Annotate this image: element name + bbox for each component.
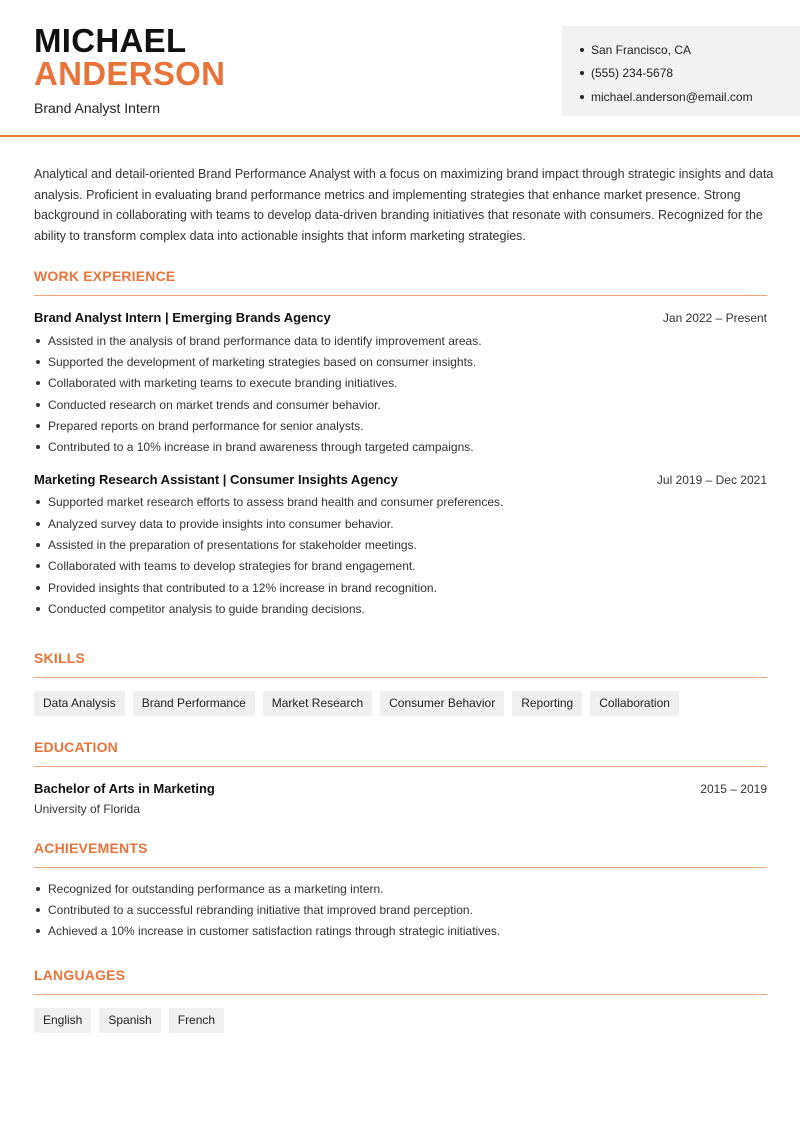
list-item — [34, 921, 767, 942]
education-entry — [34, 781, 767, 796]
list-item — [34, 878, 767, 899]
bullet-icon — [36, 403, 40, 407]
bullet-text: Collaborated with teams to develop strategies for brand engagement. — [48, 559, 416, 574]
section-divider — [34, 766, 767, 767]
list-item — [34, 577, 767, 598]
bullet-text: Assisted in the analysis of brand performance data to identify improvement areas. — [48, 333, 482, 348]
section-divider — [34, 677, 767, 678]
section-title-skills: SKILLS — [34, 650, 85, 666]
bullet-text: Contributed to a 10% increase in brand awareness through targeted campaigns. — [48, 440, 474, 455]
bullet-icon — [36, 339, 40, 343]
last-name: ANDERSON — [34, 55, 226, 92]
bullet-text: Prepared reports on brand performance for senior analysts. — [48, 418, 364, 433]
bullet-icon — [36, 500, 40, 504]
first-name: MICHAEL — [34, 22, 187, 59]
section-divider — [34, 994, 767, 995]
list-item — [34, 534, 767, 555]
language-chip: French — [169, 1008, 224, 1033]
job-bullets — [34, 330, 767, 458]
resume-header — [0, 0, 800, 137]
bullet-icon — [36, 929, 40, 933]
list-item — [34, 373, 767, 394]
bullet-text: Provided insights that contributed to a 12% increase in brand recognition. — [48, 580, 437, 595]
bullet-text: Achieved a 10% increase in customer satisfaction ratings through strategic initiatives. — [48, 924, 501, 939]
achievements-list — [34, 878, 767, 942]
bullet-text: Conducted research on market trends and consumer behavior. — [48, 397, 381, 412]
section-title-languages: LANGUAGES — [34, 967, 126, 983]
section-divider — [34, 295, 767, 296]
work-experience-section — [34, 268, 767, 620]
language-chip: English — [34, 1008, 91, 1033]
bullet-text: Recognized for outstanding performance as a marketing intern. — [48, 881, 384, 896]
list-item — [34, 436, 767, 457]
languages-section — [34, 967, 767, 1033]
skill-chip: Brand Performance — [133, 691, 255, 716]
job-role: Brand Analyst Intern — [34, 100, 161, 116]
degree-title: Bachelor of Arts in Marketing — [34, 781, 215, 796]
phone-text: (555) 234-5678 — [591, 66, 674, 81]
school-name: University of Florida — [34, 802, 141, 816]
list-item — [34, 415, 767, 436]
section-title-education: EDUCATION — [34, 739, 118, 755]
job-dates: Jul 2019 – Dec 2021 — [656, 472, 767, 487]
bullet-text: Supported the development of marketing strategies based on consumer insights. — [48, 354, 477, 369]
list-item — [34, 556, 767, 577]
skill-chip: Market Research — [263, 691, 372, 716]
languages-list — [34, 1008, 767, 1033]
job-dates: Jan 2022 – Present — [662, 311, 767, 325]
contact-email — [580, 85, 800, 109]
list-item — [34, 598, 767, 619]
list-item — [34, 899, 767, 920]
education-section — [34, 739, 767, 816]
skill-chip: Consumer Behavior — [380, 691, 504, 716]
bullet-icon — [36, 381, 40, 385]
bullet-icon — [36, 607, 40, 611]
job-entry — [34, 472, 767, 620]
job-bullets — [34, 492, 767, 620]
bullet-icon — [36, 424, 40, 428]
bullet-text: Contributed to a successful rebranding initiative that improved brand perception. — [48, 902, 473, 917]
bullet-text: Conducted competitor analysis to guide branding decisions. — [48, 601, 365, 616]
list-item — [34, 394, 767, 415]
bullet-icon — [36, 908, 40, 912]
job-title: Marketing Research Assistant | Consumer Insights Agency — [34, 471, 398, 487]
section-title-achievements: ACHIEVEMENTS — [34, 840, 148, 856]
section-title-work: WORK EXPERIENCE — [34, 268, 176, 284]
list-item — [34, 513, 767, 534]
bullet-icon — [580, 48, 584, 52]
list-item — [34, 330, 767, 351]
bullet-icon — [36, 543, 40, 547]
contact-box — [562, 26, 800, 116]
list-item — [34, 492, 767, 513]
bullet-icon — [36, 564, 40, 568]
job-entry — [34, 310, 767, 458]
location-text: San Francisco, CA — [591, 42, 692, 57]
list-item — [34, 351, 767, 372]
bullet-icon — [36, 445, 40, 449]
education-dates: 2015 – 2019 — [700, 782, 767, 796]
bullet-icon — [580, 71, 584, 75]
email-text: michael.anderson@email.com — [591, 89, 753, 104]
skill-chip: Reporting — [512, 691, 582, 716]
bullet-text: Collaborated with marketing teams to execute branding initiatives. — [48, 376, 398, 391]
bullet-text: Supported market research efforts to assess brand health and consumer preferences. — [48, 495, 504, 510]
bullet-text: Assisted in the preparation of presentations for stakeholder meetings. — [48, 538, 417, 553]
bullet-icon — [36, 586, 40, 590]
bullet-icon — [36, 887, 40, 891]
language-chip: Spanish — [99, 1008, 160, 1033]
achievements-section — [34, 840, 767, 942]
job-title: Brand Analyst Intern | Emerging Brands Agency — [34, 310, 331, 325]
bullet-text: Analyzed survey data to provide insights into consumer behavior. — [48, 516, 394, 531]
bullet-icon — [36, 522, 40, 526]
bullet-icon — [36, 360, 40, 364]
skills-section — [34, 650, 767, 716]
contact-phone — [580, 62, 800, 86]
bullet-icon — [580, 95, 584, 99]
contact-location — [580, 38, 800, 62]
profile-summary: Analytical and detail-oriented Brand Performance Analyst with a focus on maximizing brand impact through strategic insights and data analysis. Proficient in evaluating brand performance metrics and implementing strategies that enhance market presence. Strong background in collaborating with teams to develop data-driven branding initiatives that resonate with consumers. Recognized for the ability to transform complex data into actionable insights that inform marketing strategies. — [34, 167, 774, 243]
skill-chip: Collaboration — [590, 691, 679, 716]
skill-chip: Data Analysis — [34, 691, 125, 716]
section-divider — [34, 867, 767, 868]
skills-list — [34, 691, 767, 716]
